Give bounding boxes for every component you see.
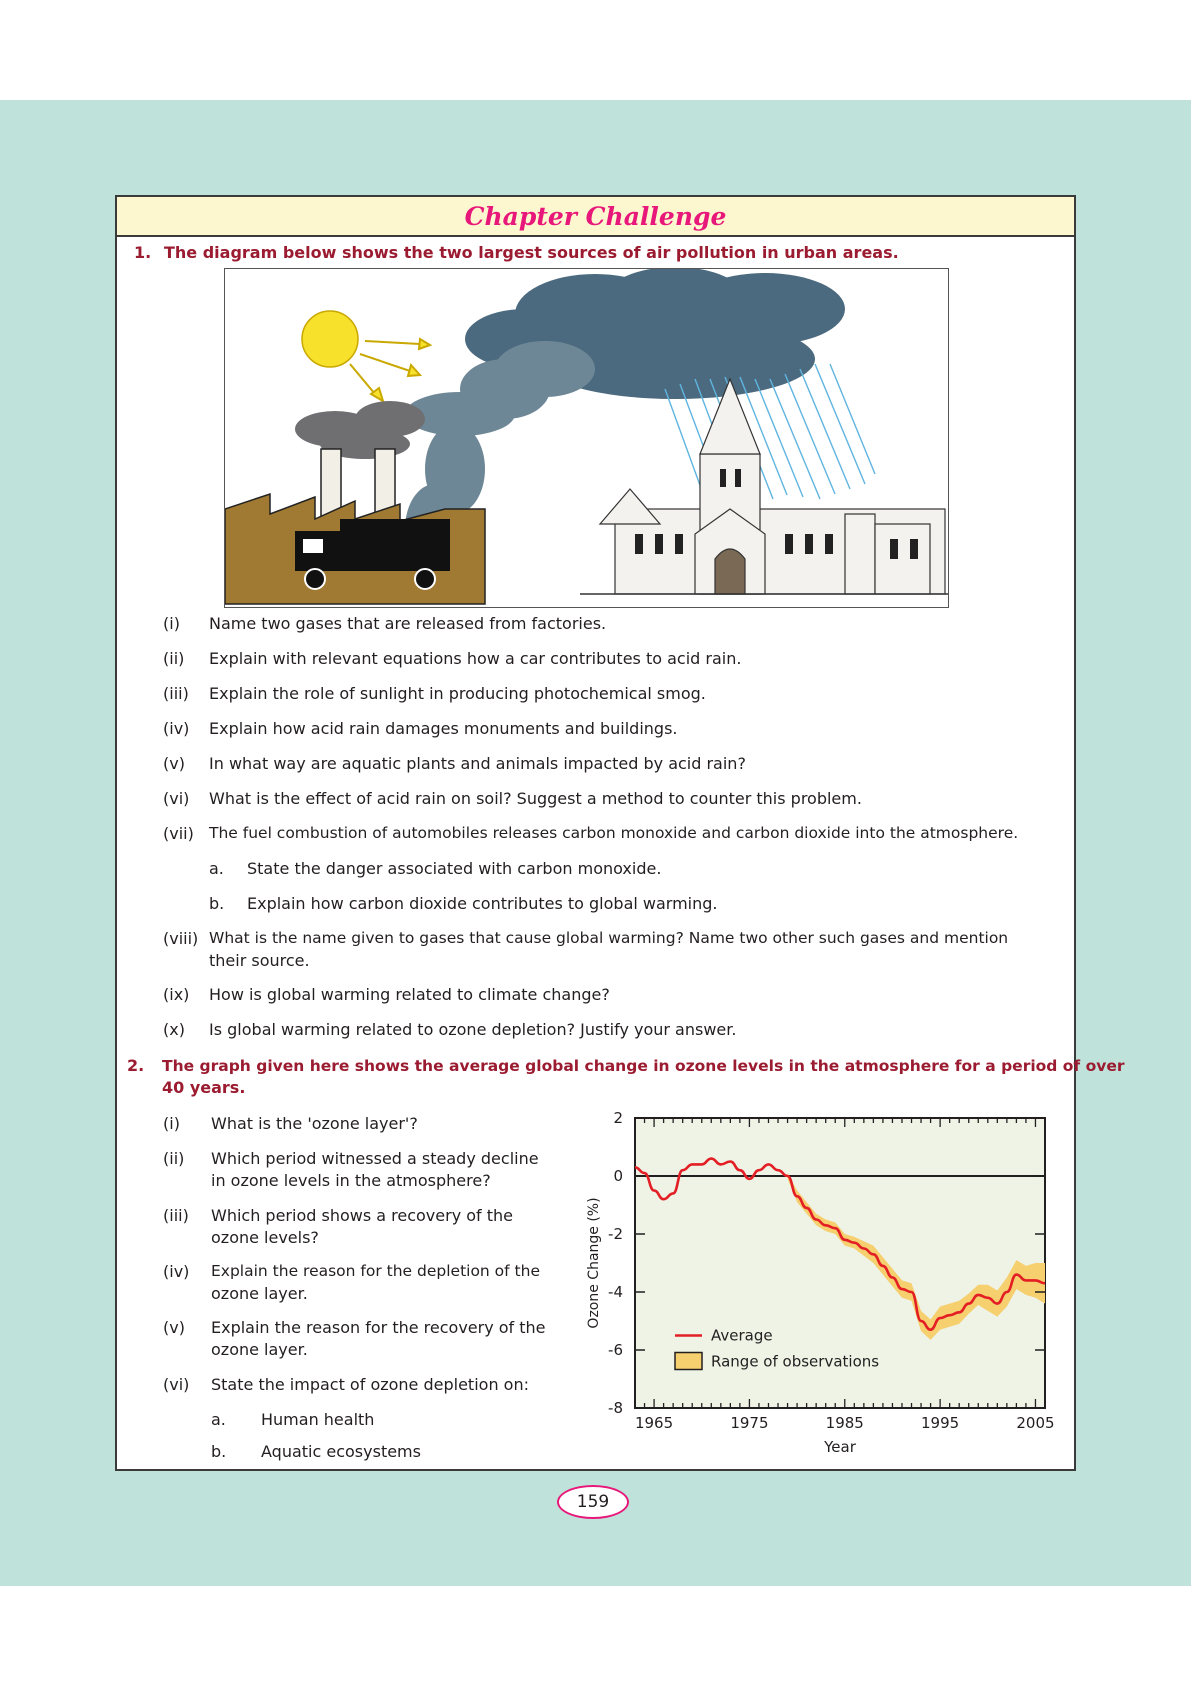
- y-tick-label: 2: [613, 1109, 623, 1127]
- q2-number: 2.: [127, 1056, 145, 1075]
- x-tick-label: 1985: [825, 1414, 864, 1432]
- x-tick-label: 1965: [634, 1414, 674, 1432]
- pollution-diagram: [224, 268, 949, 608]
- y-tick-label: -8: [608, 1399, 623, 1417]
- ozone-chart: [580, 1090, 1080, 1465]
- q2-item-4: (iv) Explain the reason for the depletion of the ozone layer.: [163, 1262, 540, 1303]
- x-axis-label: Year: [824, 1438, 856, 1456]
- sun-icon: [302, 311, 358, 367]
- y-tick-label: 0: [613, 1167, 623, 1185]
- q1-heading: The diagram below shows the two largest sources of air pollution in urban areas.: [164, 243, 899, 262]
- y-axis-label: Ozone Change (%): [586, 1197, 602, 1329]
- church: [600, 379, 945, 594]
- q2-heading-line1: The graph given here shows the average global change in ozone levels in the atmosphere for a period of over: [162, 1057, 1125, 1075]
- page-number-text: 159: [576, 1492, 610, 1512]
- x-tick-label: 1995: [921, 1414, 960, 1432]
- y-tick-label: -4: [608, 1283, 623, 1301]
- q1-item-8: (viii) What is the name given to gases that cause global warming? Name two other such gases and mention their source.: [163, 929, 1009, 970]
- ozone-chart-svg: [580, 1090, 1080, 1465]
- box-title: Chapter Challenge: [117, 197, 1074, 237]
- legend-range-swatch: [675, 1353, 702, 1370]
- q2-heading-line2: 40 years.: [162, 1078, 246, 1097]
- page-number: [557, 1485, 629, 1519]
- y-tick-label: -6: [608, 1341, 623, 1359]
- y-tick-label: -2: [608, 1225, 623, 1243]
- q2-item-5: (v) Explain the reason for the recovery of the ozone layer.: [163, 1318, 546, 1359]
- x-tick-label: 1975: [730, 1414, 769, 1432]
- legend-range-label: Range of observations: [711, 1352, 880, 1371]
- factory-chimneys: [321, 449, 395, 519]
- legend-average-label: Average: [711, 1326, 773, 1345]
- sunlight-arrows: [350, 339, 430, 401]
- q1-number: 1.: [134, 243, 152, 262]
- x-tick-label: 2005: [1016, 1414, 1055, 1432]
- factory-smoke: [295, 401, 425, 459]
- q2-item-2: (ii) Which period witnessed a steady decline in ozone levels in the atmosphere?: [163, 1149, 539, 1190]
- q2-item-3: (iii) Which period shows a recovery of the ozone levels?: [163, 1206, 514, 1247]
